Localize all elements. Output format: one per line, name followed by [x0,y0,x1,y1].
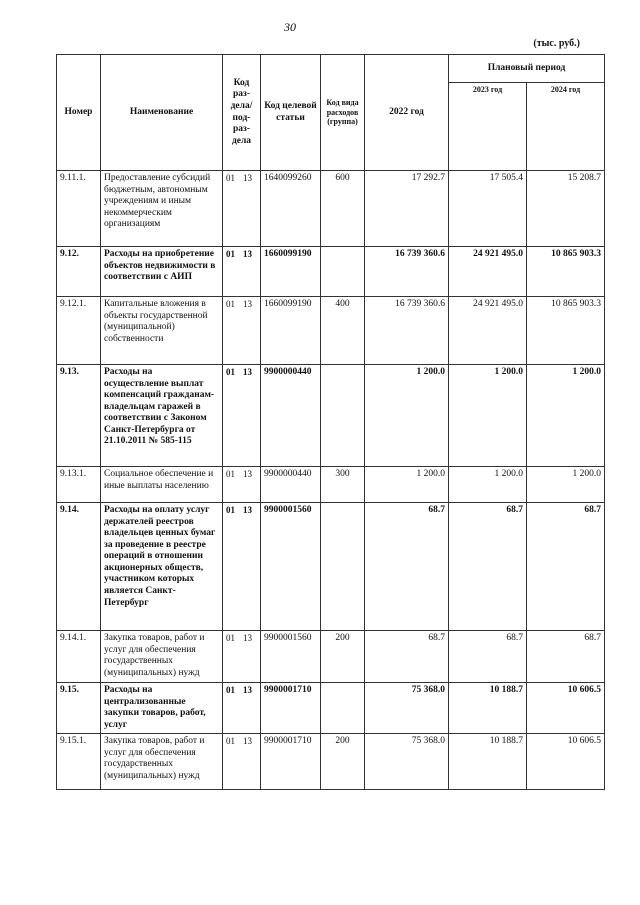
row-target-code: 9900000440 [261,467,321,503]
row-expense-type [321,365,365,467]
page-number: 30 [284,20,296,34]
row-expense-type [321,683,365,734]
row-section-code [223,467,261,503]
row-section-code [223,247,261,297]
row-subsection: 13 [243,299,252,309]
row-name: Расходы на централизованные закупки товаров, работ, услуг [101,683,223,734]
row-section: 01 [226,299,235,309]
row-section-code [223,171,261,247]
row-value-2022: 16 739 360.6 [365,247,449,297]
row-section: 01 [226,685,235,695]
header-2024: 2024 год [527,83,605,171]
row-value-2022: 16 739 360.6 [365,297,449,365]
row-target-code: 9900001560 [261,503,321,631]
row-value-2024: 10 606.5 [527,734,605,790]
table-row [57,297,605,365]
row-value-2022: 68.7 [365,631,449,683]
header-name: Наименование [101,55,223,171]
header-expense-type: Код вида расходов (группа) [321,55,365,171]
row-value-2023: 10 188.7 [449,734,527,790]
row-name: Предоставление субсидий бюджетным, автономным учреждениям и иным некоммерческим организациям [101,171,223,247]
row-expense-type: 200 [321,734,365,790]
row-value-2023: 17 505.4 [449,171,527,247]
row-subsection: 13 [243,367,252,377]
row-section: 01 [226,505,235,515]
row-expense-type: 200 [321,631,365,683]
header-section: Код раз-дела/ под-раз-дела [223,55,261,171]
row-section: 01 [226,173,235,183]
table-row [57,171,605,247]
row-value-2023: 10 188.7 [449,683,527,734]
header-number: Номер [57,55,101,171]
row-value-2023: 68.7 [449,503,527,631]
row-value-2024: 15 208.7 [527,171,605,247]
row-value-2022: 1 200.0 [365,365,449,467]
row-section: 01 [226,736,235,747]
row-value-2022: 1 200.0 [365,467,449,503]
units-label: (тыс. руб.) [533,38,580,49]
row-name: Расходы на осуществление выплат компенсаций гражданам-владельцам гаражей в соответствии с Законом Санкт-Петербурга от 21.10.2011 № 585-115 [101,365,223,467]
row-number: 9.14. [57,503,101,631]
row-target-code: 1660099190 [261,247,321,297]
row-value-2023: 24 921 495.0 [449,297,527,365]
row-value-2023: 24 921 495.0 [449,247,527,297]
header-target: Код целевой статьи [261,55,321,171]
row-target-code: 1660099190 [261,297,321,365]
table-row [57,734,605,790]
row-expense-type: 300 [321,467,365,503]
table-row [57,467,605,503]
table-body [57,171,605,790]
row-value-2024: 10 865 903.3 [527,247,605,297]
row-subsection: 13 [243,249,252,259]
table-row [57,631,605,683]
row-section-code [223,631,261,683]
row-number: 9.12. [57,247,101,297]
row-number: 9.14.1. [57,631,101,683]
row-value-2022: 75 368.0 [365,683,449,734]
row-section: 01 [226,367,235,377]
row-expense-type: 600 [321,171,365,247]
row-value-2023: 68.7 [449,631,527,683]
row-target-code: 9900001710 [261,734,321,790]
table-row [57,683,605,734]
row-section: 01 [226,469,235,479]
row-value-2024: 10 606.5 [527,683,605,734]
row-name: Расходы на приобретение объектов недвижимости в соответствии с АИП [101,247,223,297]
row-target-code: 1640099260 [261,171,321,247]
row-expense-type: 400 [321,297,365,365]
row-name: Капитальные вложения в объекты государственной (муниципальной) собственности [101,297,223,365]
row-name: Социальное обеспечение и иные выплаты населению [101,467,223,503]
row-expense-type [321,247,365,297]
row-section-code [223,734,261,790]
table-row [57,503,605,631]
row-section-code [223,683,261,734]
row-subsection: 13 [243,173,252,183]
header-2022: 2022 год [365,55,449,171]
row-subsection: 13 [243,736,252,747]
budget-table [56,54,605,790]
row-section-code [223,365,261,467]
row-section: 01 [226,249,235,259]
row-number: 9.11.1. [57,171,101,247]
row-value-2022: 17 292.7 [365,171,449,247]
row-section: 01 [226,633,235,643]
row-number: 9.15.1. [57,734,101,790]
table-row [57,247,605,297]
header-2023: 2023 год [449,83,527,171]
row-value-2024: 10 865 903.3 [527,297,605,365]
row-number: 9.15. [57,683,101,734]
row-target-code: 9900001710 [261,683,321,734]
header-planned-period: Плановый период [449,55,605,83]
row-subsection: 13 [243,685,252,695]
row-value-2024: 68.7 [527,503,605,631]
row-name: Расходы на оплату услуг держателей реестров владельцев ценных бумаг за проведение в реестре операций в отношении акционерных обществ, участником которых является Санкт-Петербург [101,503,223,631]
row-expense-type [321,503,365,631]
row-value-2024: 1 200.0 [527,365,605,467]
row-number: 9.13.1. [57,467,101,503]
row-number: 9.12.1. [57,297,101,365]
row-name: Закупка товаров, работ и услуг для обеспечения государственных (муниципальных) нужд [101,631,223,683]
row-number: 9.13. [57,365,101,467]
row-value-2024: 1 200.0 [527,467,605,503]
row-subsection: 13 [243,469,252,479]
table-row [57,365,605,467]
row-value-2023: 1 200.0 [449,365,527,467]
row-target-code: 9900000440 [261,365,321,467]
row-section-code [223,297,261,365]
row-value-2023: 1 200.0 [449,467,527,503]
row-subsection: 13 [243,633,252,643]
row-section-code [223,503,261,631]
row-subsection: 13 [243,505,252,515]
row-value-2024: 68.7 [527,631,605,683]
row-name: Закупка товаров, работ и услуг для обеспечения государственных (муниципальных) нужд [101,734,223,790]
row-value-2022: 68.7 [365,503,449,631]
row-target-code: 9900001560 [261,631,321,683]
row-value-2022: 75 368.0 [365,734,449,790]
